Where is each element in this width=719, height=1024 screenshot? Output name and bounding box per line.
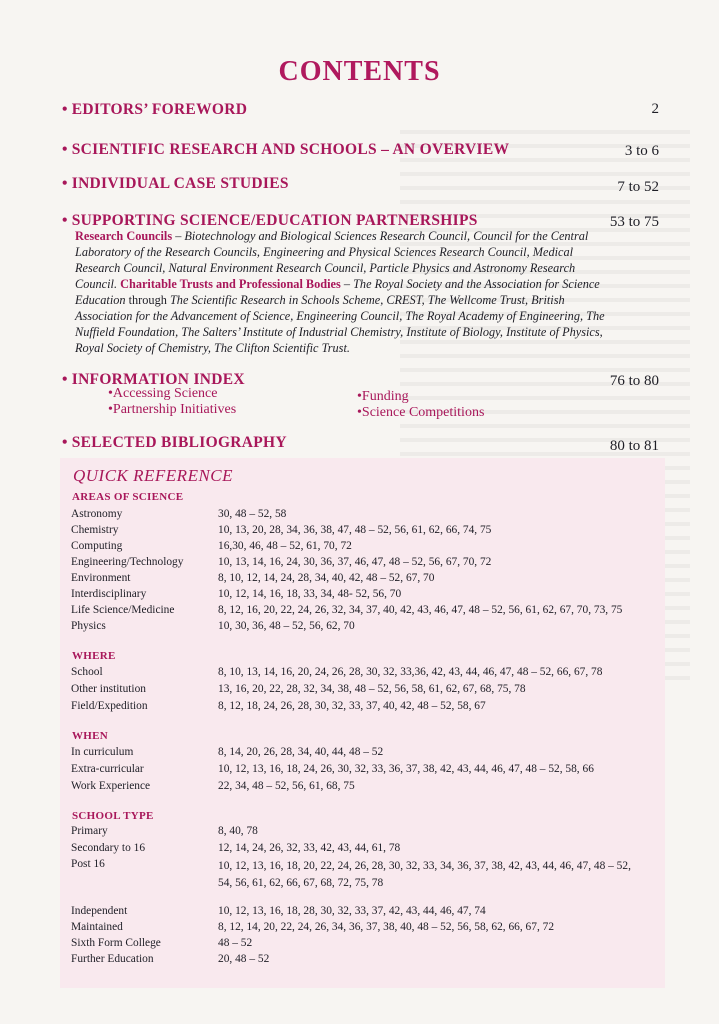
toc-label: SUPPORTING SCIENCE/EDUCATION PARTNERSHIPS bbox=[71, 212, 478, 229]
toc-entry-info-index[interactable]: • INFORMATION INDEX 76 to 80 bbox=[62, 371, 659, 389]
table-row: In curriculum 8, 14, 20, 26, 28, 34, 40, 44, 48 – 52 bbox=[71, 746, 384, 758]
toc-label: INDIVIDUAL CASE STUDIES bbox=[71, 175, 289, 192]
info-index-item: • Accessing Science bbox=[108, 386, 236, 402]
table-row: Further Education 20, 48 – 52 bbox=[71, 953, 270, 965]
research-councils-label: Research Councils bbox=[75, 229, 173, 243]
toc-pages: 53 to 75 bbox=[609, 214, 659, 230]
charitable-label: Charitable Trusts and Professional Bodies bbox=[120, 277, 341, 291]
info-index-item: • Funding bbox=[357, 389, 484, 405]
toc-pages: 3 to 6 bbox=[624, 143, 659, 159]
info-index-list-1 bbox=[108, 386, 236, 418]
toc-entry-overview[interactable]: • SCIENTIFIC RESEARCH AND SCHOOLS – AN OVERVIEW 3 to 6 bbox=[62, 141, 659, 159]
table-row: Independent 10, 12, 13, 16, 18, 28, 30, 32, 33, 37, 42, 43, 44, 46, 47, 74 bbox=[71, 905, 486, 917]
table-row: Astronomy 30, 48 – 52, 58 bbox=[71, 508, 287, 520]
areas-heading: AREAS OF SCIENCE bbox=[72, 491, 184, 503]
table-row: Other institution 13, 16, 20, 22, 28, 32, 34, 38, 48 – 52, 56, 58, 61, 62, 67, 68, 75, 78 bbox=[71, 683, 526, 695]
table-row: Extra-curricular 10, 12, 13, 16, 18, 24, 26, 30, 32, 33, 36, 37, 38, 42, 43, 44, 46, 47, 48 – 52, 58, 66 bbox=[71, 763, 594, 775]
table-row: Life Science/Medicine 8, 12, 16, 20, 22, 24, 26, 32, 34, 37, 40, 42, 43, 46, 47, 48 – 52, 56, 61, 62, 67, 70, 73, 75 bbox=[71, 604, 623, 616]
info-index-item: • Science Competitions bbox=[357, 405, 484, 421]
research-councils-text: – Biotechnology and Biological Sciences Research Council, Council for the Central Laboratory of the Research Councils, Engineering and Physical Sciences Research Council, Medical Research Council, Natural Environment Research Council, Particle Physics and Astronomy Research Council. bbox=[75, 229, 589, 291]
table-row: Maintained 8, 12, 14, 20, 22, 24, 26, 34, 36, 37, 38, 40, 48 – 52, 56, 58, 62, 66, 67, 72 bbox=[71, 921, 555, 933]
table-row: Primary 8, 40, 78 bbox=[71, 825, 258, 837]
info-index-item: • Partnership Initiatives bbox=[108, 402, 236, 418]
table-row: Secondary to 16 12, 14, 24, 26, 32, 33, 42, 43, 44, 61, 78 bbox=[71, 842, 401, 854]
toc-entry-foreword[interactable]: • EDITORS’ FOREWORD 2 bbox=[62, 101, 659, 118]
toc-entry-case-studies[interactable]: • INDIVIDUAL CASE STUDIES 7 to 52 bbox=[62, 175, 659, 195]
table-row: School 8, 10, 13, 14, 16, 20, 24, 26, 28, 30, 32, 33,36, 42, 43, 44, 46, 47, 48 – 52, 66, 67, 78 bbox=[71, 666, 603, 678]
toc-pages: 80 to 81 bbox=[609, 438, 659, 454]
table-row: Post 16 10, 12, 13, 16, 18, 20, 22, 24, 26, 28, 30, 32, 33, 34, 36, 37, 38, 42, 43, 44, 46, 47, 48 – 52, 54, 56, 61, 62, 66, 67, 68, 72, 75, 78 bbox=[71, 858, 631, 889]
quick-reference-title: QUICK REFERENCE bbox=[73, 466, 234, 485]
table-row: Physics 10, 30, 36, 48 – 52, 56, 62, 70 bbox=[71, 620, 355, 632]
when-heading: WHEN bbox=[72, 730, 109, 742]
toc-label: INFORMATION INDEX bbox=[71, 371, 245, 388]
table-row: Work Experience 22, 34, 48 – 52, 56, 61, 68, 75 bbox=[71, 780, 355, 792]
table-row: Interdisciplinary 10, 12, 14, 16, 18, 33, 34, 48- 52, 56, 70 bbox=[71, 588, 402, 600]
table-row: Engineering/Technology 10, 13, 14, 16, 24, 30, 36, 37, 46, 47, 48 – 52, 56, 67, 70, 72 bbox=[71, 556, 492, 568]
charitable-text-2: The Scientific Research in Schools Scheme, CREST, The Wellcome Trust, British Association for the Advancement of Science, Engineering Council, The Royal Academy of Engineering, The Nuffield Foundation, The Salters’ Institute of Industrial Chemistry, Institute of Biology, Institute of Physics, Royal Society of Chemistry, The Clifton Scientific Trust. bbox=[75, 293, 605, 355]
toc-entry-bibliography[interactable]: • SELECTED BIBLIOGRAPHY 80 to 81 bbox=[62, 434, 659, 454]
toc-pages: 2 bbox=[651, 101, 659, 117]
table-row: Environment 8, 10, 12, 14, 24, 28, 34, 40, 42, 48 – 52, 67, 70 bbox=[71, 572, 435, 584]
toc-pages: 76 to 80 bbox=[609, 373, 659, 389]
partnerships-description bbox=[75, 228, 605, 356]
quick-reference-panel bbox=[60, 458, 665, 988]
toc-pages: 7 to 52 bbox=[617, 179, 659, 195]
table-row: Sixth Form College 48 – 52 bbox=[71, 937, 253, 949]
school-type-heading: SCHOOL TYPE bbox=[72, 810, 154, 822]
info-index-list-2 bbox=[357, 389, 484, 421]
toc-label: SELECTED BIBLIOGRAPHY bbox=[71, 434, 287, 451]
toc-label: SCIENTIFIC RESEARCH AND SCHOOLS – AN OVERVIEW bbox=[71, 141, 510, 158]
charitable-text-1: – The Royal Society and the Association for Science Education bbox=[75, 277, 600, 307]
table-row: Field/Expedition 8, 12, 18, 24, 26, 28, 30, 32, 33, 37, 40, 42, 48 – 52, 58, 67 bbox=[71, 700, 486, 712]
through-word: through bbox=[125, 293, 170, 307]
page-title: CONTENTS bbox=[278, 56, 441, 87]
table-row: Chemistry 10, 13, 20, 28, 34, 36, 38, 47, 48 – 52, 56, 61, 62, 66, 74, 75 bbox=[71, 524, 492, 536]
where-heading: WHERE bbox=[72, 650, 116, 662]
table-row: Computing 16,30, 46, 48 – 52, 61, 70, 72 bbox=[71, 540, 352, 552]
toc-entry-partnerships[interactable]: • SUPPORTING SCIENCE/EDUCATION PARTNERSHIPS 53 to 75 bbox=[62, 212, 659, 230]
toc-label: EDITORS’ FOREWORD bbox=[71, 101, 248, 118]
